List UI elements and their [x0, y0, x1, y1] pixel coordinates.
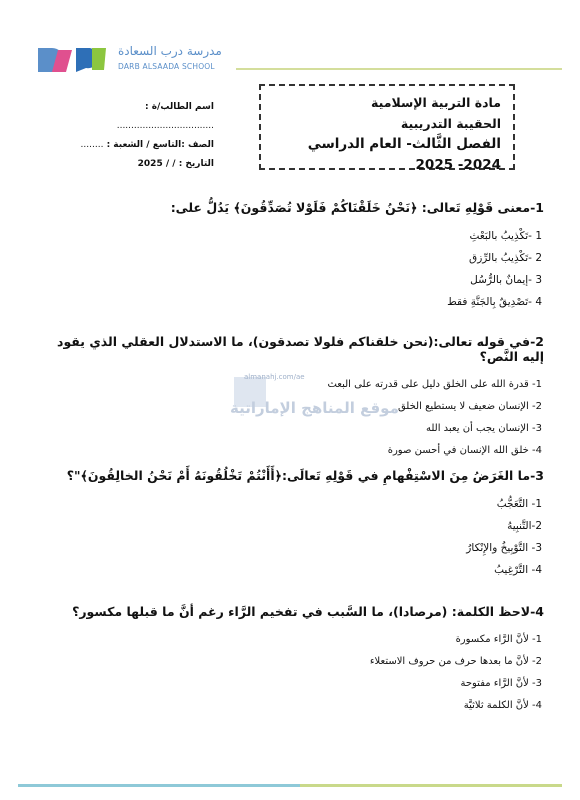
question-3: [36, 468, 544, 581]
question-3-option-3[interactable]: 3- التَّوْبِيخُ والإِنْكارُ: [466, 542, 542, 554]
student-name-label: اسم الطالب/ة :: [145, 102, 214, 112]
subject-title-box: [259, 84, 515, 173]
section-field[interactable]: ........: [80, 140, 104, 150]
question-3-title: 3-ما الغَرَضُ مِنَ الاسْتِفْهامِ في قَوْلِهِ تَعالَى:﴿أَأَنْتُمْ تَخْلُقُونَهُ أَمْ نَحْنُ الخالِقُونَ﴾"؟: [66, 468, 544, 483]
header-divider: [236, 68, 562, 70]
school-name-arabic: مدرسة درب السعادة: [118, 44, 222, 58]
booklet-title: الحقيبة التدريبية: [400, 116, 501, 131]
question-3-option-2[interactable]: 2-التَّنبِيهُ: [507, 520, 542, 532]
question-4-option-1[interactable]: 1- لأنَّ الرَّاء مكسورة: [455, 634, 542, 645]
date-field[interactable]: / / 2025: [137, 159, 176, 169]
question-4-option-3[interactable]: 3- لأنَّ الرَّاء مفتوحة: [460, 678, 542, 689]
question-3-option-4[interactable]: 4- التَّرْغِيبُ: [494, 564, 542, 576]
question-4-title: 4-لاحظ الكلمة: (مرصادا)، ما السَّبب في تفخيم الرَّاء رغم أنَّ ما قبلها مكسور؟: [72, 604, 544, 619]
class-label: الصف :التاسع / الشعبة :: [106, 140, 214, 150]
footer-divider-accent: [300, 784, 562, 787]
question-4-option-2[interactable]: 2- لأنَّ ما بعدها حرف من حروف الاستعلاء: [369, 656, 542, 667]
date-label: التاريخ :: [178, 159, 214, 169]
question-4-option-4[interactable]: 4- لأنَّ الكلمة ثلاثيَّة: [463, 700, 542, 711]
watermark-text: موقع المناهج الإماراتية: [230, 399, 399, 417]
question-4: [36, 604, 544, 717]
class-row: [64, 136, 214, 155]
term-title: الفصل الثَّالث- العام الدراسي 2024- 2025: [307, 136, 501, 173]
question-1-title: 1-معنى قَوْلِهِ تَعالى: ﴿نَحْنُ خَلَقْنَاكُمْ فَلَوْلا تُصَدِّقُونَ﴾ يَدُلُّ على:: [170, 200, 544, 215]
student-name-field[interactable]: ..................................: [116, 121, 214, 131]
question-1-option-4[interactable]: 4 -تَصْدِيقٌ بِالجَنَّةِ فقط: [447, 296, 542, 308]
school-name-english: DARB ALSAADA SCHOOL: [118, 62, 215, 71]
question-1-option-3[interactable]: 3 -إيمانٌ بالرُّسُل: [470, 274, 542, 286]
question-2-option-4[interactable]: 4- خلق الله الإنسان في أحسن صورة: [387, 445, 542, 456]
question-1-option-2[interactable]: 2 -تَكْذِيبُ بالرِّزق: [469, 252, 542, 264]
student-name-row: [64, 98, 214, 136]
question-3-option-1[interactable]: 1- التَّعَجُّبُ: [496, 498, 542, 510]
date-row: [64, 155, 214, 174]
question-2-title: 2-في قوله تعالى:(نحن خلقناكم فلولا تصدقون)، ما الاستدلال العقلي الذي يقود إليه النَّص؟: [57, 334, 544, 364]
question-2-option-2[interactable]: 2- الإنسان ضعيف لا يستطيع الخلق: [397, 401, 542, 412]
question-1-option-1[interactable]: 1 -تَكْذِيبُ بالبَعْثِ: [469, 230, 542, 242]
watermark-site: almanahj.com/ae: [244, 373, 305, 381]
school-logo-icon: [36, 44, 108, 76]
question-2-option-3[interactable]: 3- الإنسان يجب أن يعبد الله: [425, 423, 542, 434]
question-2: [36, 334, 544, 462]
question-2-option-1[interactable]: 1- قدرة الله على الخلق دليل على قدرته على البعث: [327, 379, 542, 390]
subject-title: مادة التربية الإسلامية: [371, 95, 501, 110]
question-1: [36, 200, 544, 313]
student-info: [64, 98, 214, 174]
